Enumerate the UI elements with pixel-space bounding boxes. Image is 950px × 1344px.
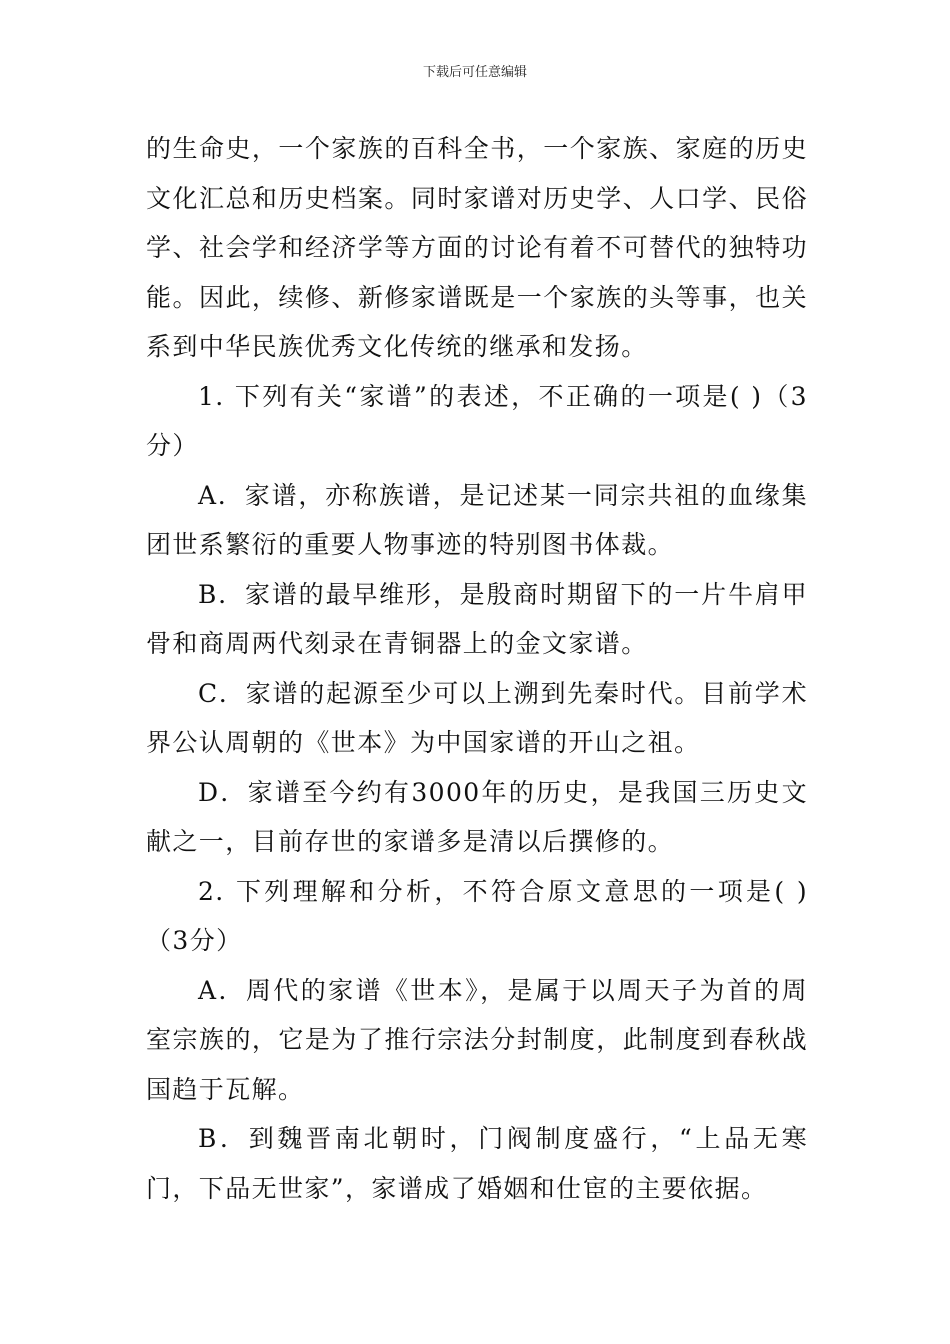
question-1-option-c: C．家谱的起源至少可以上溯到先秦时代。目前学术界公认周朝的《世本》为中国家谱的开山之祖。 (146, 678, 808, 757)
question-1-option-b: B．家谱的最早维形，是殷商时期留下的一片牛肩甲骨和商周两代刻录在青铜器上的金文家谱。 (146, 579, 808, 658)
question-1: 1. 下列有关“家谱”的表述，不正确的一项是( )（3分） (146, 381, 808, 460)
question-2-option-b: B．到魏晋南北朝时，门阀制度盛行，“上品无寒门，下品无世家”，家谱成了婚姻和仕宦的主要依据。 (146, 1124, 808, 1203)
paragraph-intro-continuation: 的生命史，一个家族的百科全书，一个家族、家庭的历史文化汇总和历史档案。同时家谱对历史学、人口学、民俗学、社会学和经济学等方面的讨论有着不可替代的独特功能。因此，续修、新修家谱既是一个家族的头等事，也关系到中华民族优秀文化传统的继承和发扬。 (146, 134, 808, 361)
page-header-note: 下载后可任意编辑 (422, 65, 527, 80)
document-body (146, 124, 808, 1213)
question-1-option-d: D．家谱至今约有3000年的历史，是我国三历史文献之一，目前存世的家谱多是清以后撰修的。 (146, 777, 808, 856)
question-2: 2. 下列理解和分析，不符合原文意思的一项是( )（3分） (146, 876, 808, 955)
question-2-option-a: A．周代的家谱《世本》，是属于以周天子为首的周室宗族的，它是为了推行宗法分封制度，此制度到春秋战国趋于瓦解。 (146, 975, 808, 1104)
question-1-option-a: A．家谱，亦称族谱，是记述某一同宗共祖的血缘集团世系繁衍的重要人物事迹的特别图书体裁。 (146, 480, 808, 559)
